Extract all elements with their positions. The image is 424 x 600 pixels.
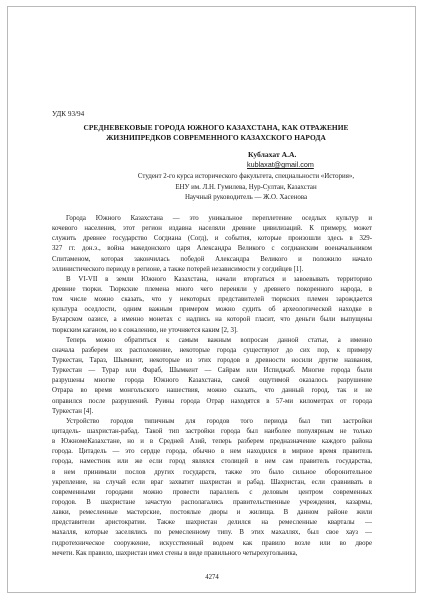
affiliation-line-2: ЕНУ им. Л.Н. Гумилева, Нур-Султан, Казахстан (175, 183, 317, 191)
paragraph-4-line: мечети. Как правило, шахристан имел стены в виде правильного четырехугольника, (52, 549, 298, 557)
paragraph-4-line: городов. В шахристане зачастую располагались правительственные учреждения, казармы, (52, 498, 372, 506)
affiliation-line-3: Научный руководитель — Ж.О. Хасенова (184, 194, 308, 202)
page-number: 4274 (205, 574, 219, 581)
article-body (52, 214, 372, 559)
paragraph-3-line: Туркестан, Тараз, Шымкент, некоторые из этих городов в древности носили другие названия, (52, 356, 372, 364)
paragraph-4-line: в ЮжномеКазахстане, но и в Средней Азий, теперь разберем предназначение каждого района (52, 438, 372, 446)
paragraph-3-line: Теперь можно обратиться к самым важным вопросам данной статьи, а именно (66, 336, 372, 344)
paragraph-2-line: культура оседлости, одним важным примером можно судить об археологической находке в (52, 306, 372, 314)
paragraph-1-line: 327 гг. дон.э., война македонского царя Александра Великого с согдианским военачальником (52, 245, 372, 253)
title-line-1: СРЕДНЕВЕКОВЫЕ ГОРОДА ЮЖНОГО КАЗАХСТАНА, КАК ОТРАЖЕНИЕ (83, 123, 349, 132)
article-title (58, 123, 374, 142)
paragraph-4-line: цитадель- шахристан-рабад. Такой тип застройки города был наиболее популярным не только (52, 427, 372, 435)
paragraph-2-line: В VI-VII в земли Южного Казахстана, начали вторгаться и завоевывать территорию (66, 275, 372, 283)
paragraph-4-line: представители аристократии. Также шахристан делился на ремесленные кварталы — (52, 519, 372, 527)
paragraph-1-line: служить древнее государство Согдиана (Согд), и события, которые произошли здесь в 329- (52, 235, 372, 243)
paragraph-4-line: укрепление, на случай если враг захватит шахристан и рабад. Шахристан, если сравнивать в (52, 478, 372, 486)
paragraph-3-line: сначала разберем их расположение, некоторые города существуют до сих пор, к примеру (52, 346, 372, 354)
paragraph-2-line: древние тюрки. Тюркские племена много чего переняли у древнего покоренного народа, в (52, 285, 372, 293)
paragraph-4-line: в нем принимали послов других государств, также это было сильное оборонительное (52, 468, 372, 476)
paragraph-4-line: лавки, ремесленные мастерские, постоялые дворы и жилища. В данном районе жили (52, 509, 372, 517)
paragraph-1-line: кочевого населения, этот регион издавна населяли древние цивилизаций. К примеру, может (52, 225, 372, 233)
paragraph-3-line: Туркестан — Турар или Фараб, Шымкент — Сайрам или Испиджаб. Многие города были (52, 367, 372, 375)
paragraph-2-line: тюркским каганом, но к сожалению, не уточняется каким [2, 3]. (52, 326, 238, 334)
paragraph-4-line: Устройство городов типичным для городов того периода был тип застройки (66, 417, 372, 425)
paragraph-4-line: гидротехническое сооружение, искусственный водоем как правило возле или во дворе (52, 539, 372, 547)
author-name: Кублахат А.А. (248, 150, 297, 159)
affiliation-line-1: Студент 2-го курса исторического факультета, специальности «История», (137, 173, 355, 180)
udk-code: УДК 93/94 (52, 110, 85, 118)
paragraph-2-line: Бухарском оазисе, а именно монетах с надпись на которой гласит, что деньги были выпущены (52, 316, 372, 324)
paragraph-3-line: Туркестан [4]. (52, 407, 94, 415)
paragraph-1-line: Спитаменом, которая закончилась победой Александра Великого и положило начало (52, 255, 372, 263)
paragraph-3-line: разрушены многие города Южного Казахстана, самой ощутимой оказалось разрушение (52, 377, 372, 385)
author-affiliation (116, 172, 376, 204)
paragraph-1-line: эллинистического периоду в регионе, а также потерей независимости у согдийцев [1]. (52, 265, 304, 273)
author-email-link[interactable]: kublaxat@gmail.com (247, 160, 314, 169)
paragraph-4-line: города, наместник или же если город являлся столицей в нем сам правитель государства, (52, 458, 372, 466)
paragraph-4-line: махалля, которые заселялись по ремесленному типу. В этих махаллях, был свое хауз — (52, 529, 372, 537)
title-line-2: ЖИЗНИПРЕДКОВ СОВРЕМЕННОГО КАЗАХСКОГО НАРОДА (106, 132, 326, 142)
paragraph-4-line: города. Цитадель — это сердце города, обычно в нем находился в мирное время правитель (52, 448, 372, 456)
paragraph-1-line: Города Южного Казахстана — это уникальное переплетение оседлых культур и (66, 215, 372, 222)
paragraph-2-line: том числе можно сказать, что у некоторых представителей тюркских племен зарождается (52, 296, 372, 304)
paragraph-4-line: современными городами можно провести параллель с деловым центром современных (52, 488, 372, 496)
paragraph-3-line: оправился после разрушений. Руины города Отрар находятся в 57-ми километрах от города (52, 397, 372, 405)
paragraph-3-line: Отрара во время монгольского нашествия, можно сказать, что данный город, так и не (52, 387, 372, 395)
